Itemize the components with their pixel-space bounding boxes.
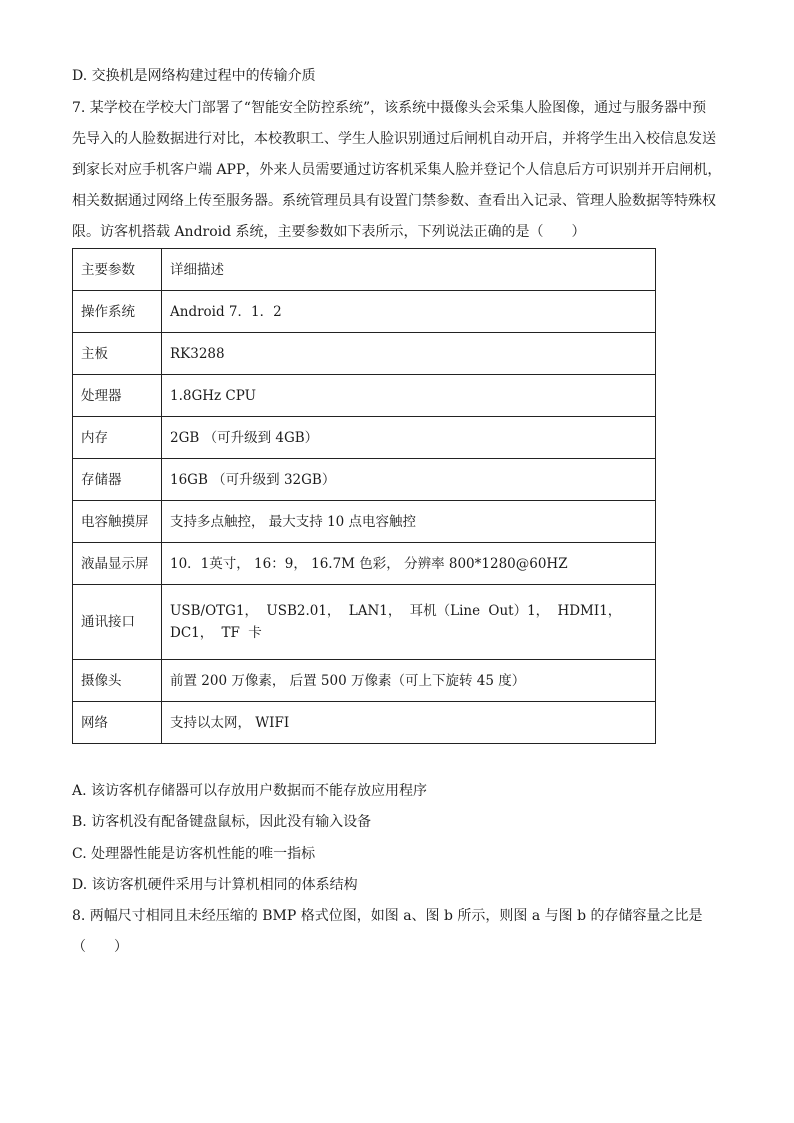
table-cell-key: 主要参数 xyxy=(73,249,162,291)
table-cell-value: 1.8GHz CPU xyxy=(162,375,656,417)
q7-option-c: C. 处理器性能是访客机性能的唯一指标 xyxy=(72,846,316,862)
table-cell-value: RK3288 xyxy=(162,333,656,375)
table-cell-key: 电容触摸屏 xyxy=(73,501,162,543)
table-cell-value: 10．1英寸， 16：9， 16.7M 色彩， 分辨率 800*1280@60HZ xyxy=(162,543,656,585)
table-cell-key: 操作系统 xyxy=(73,291,162,333)
table-cell-value: 前置 200 万像素， 后置 500 万像素（可上下旋转 45 度） xyxy=(162,660,656,702)
table-cell-key: 内存 xyxy=(73,417,162,459)
q7-line-4: 相关数据通过网络上传至服务器。系统管理员具有设置门禁参数、查看出入记录、管理人脸数据等特殊权 xyxy=(72,193,716,209)
q7-option-d: D. 该访客机硬件采用与计算机相同的体系结构 xyxy=(72,877,358,893)
table-cell-key: 存储器 xyxy=(73,459,162,501)
q7-line-2: 先导入的人脸数据进行对比，本校教职工、学生人脸识别通过后闸机自动开启，并将学生出入校信息发送 xyxy=(72,131,716,147)
table-row xyxy=(73,501,656,543)
table-row xyxy=(73,249,656,291)
table-cell-value: 2GB （可升级到 4GB） xyxy=(162,417,656,459)
table-cell-value: USB/OTG1， USB2.01， LAN1， 耳机（Line Out）1， HDMI1， DC1， TF 卡 xyxy=(162,585,656,660)
q7-line-3: 到家长对应手机客户端 APP，外来人员需要通过访客机采集人脸并登记个人信息后方可识别并开启闸机， xyxy=(72,162,722,178)
table-cell-value: Android 7．1．2 xyxy=(162,291,656,333)
table-cell-key: 主板 xyxy=(73,333,162,375)
q7-option-b: B. 访客机没有配备键盘鼠标，因此没有输入设备 xyxy=(72,814,372,830)
table-cell-key: 处理器 xyxy=(73,375,162,417)
table-cell-value: 支持多点触控， 最大支持 10 点电容触控 xyxy=(162,501,656,543)
table-row xyxy=(73,702,656,744)
table-row xyxy=(73,459,656,501)
table-cell-value: 16GB （可升级到 32GB） xyxy=(162,459,656,501)
table-row xyxy=(73,333,656,375)
table-row xyxy=(73,375,656,417)
prev-option-d: D. 交换机是网络构建过程中的传输介质 xyxy=(72,68,316,84)
table-row xyxy=(73,543,656,585)
table-cell-key: 通讯接口 xyxy=(73,585,162,660)
q7-line-5: 限。访客机搭载 Android 系统，主要参数如下表所示，下列说法正确的是（ ） xyxy=(72,224,586,240)
q7-line-1: 7. 某学校在学校大门部署了“智能安全防控系统”，该系统中摄像头会采集人脸图像，通过与服务器中预 xyxy=(72,100,707,116)
table-cell-value: 详细描述 xyxy=(162,249,656,291)
table-row xyxy=(73,291,656,333)
table-cell-value: 支持以太网， WIFI xyxy=(162,702,656,744)
table-cell-key: 网络 xyxy=(73,702,162,744)
table-cell-key: 摄像头 xyxy=(73,660,162,702)
table-row xyxy=(73,417,656,459)
table-row xyxy=(73,660,656,702)
table-row xyxy=(73,585,656,660)
spec-table xyxy=(72,248,656,744)
q7-option-a: A. 该访客机存储器可以存放用户数据而不能存放应用程序 xyxy=(72,783,428,799)
q8-line-2: （ ） xyxy=(72,939,128,955)
table-cell-key: 液晶显示屏 xyxy=(73,543,162,585)
q8-line-1: 8. 两幅尺寸相同且未经压缩的 BMP 格式位图，如图 a、图 b 所示，则图 a 与图 b 的存储容量之比是 xyxy=(72,908,703,924)
